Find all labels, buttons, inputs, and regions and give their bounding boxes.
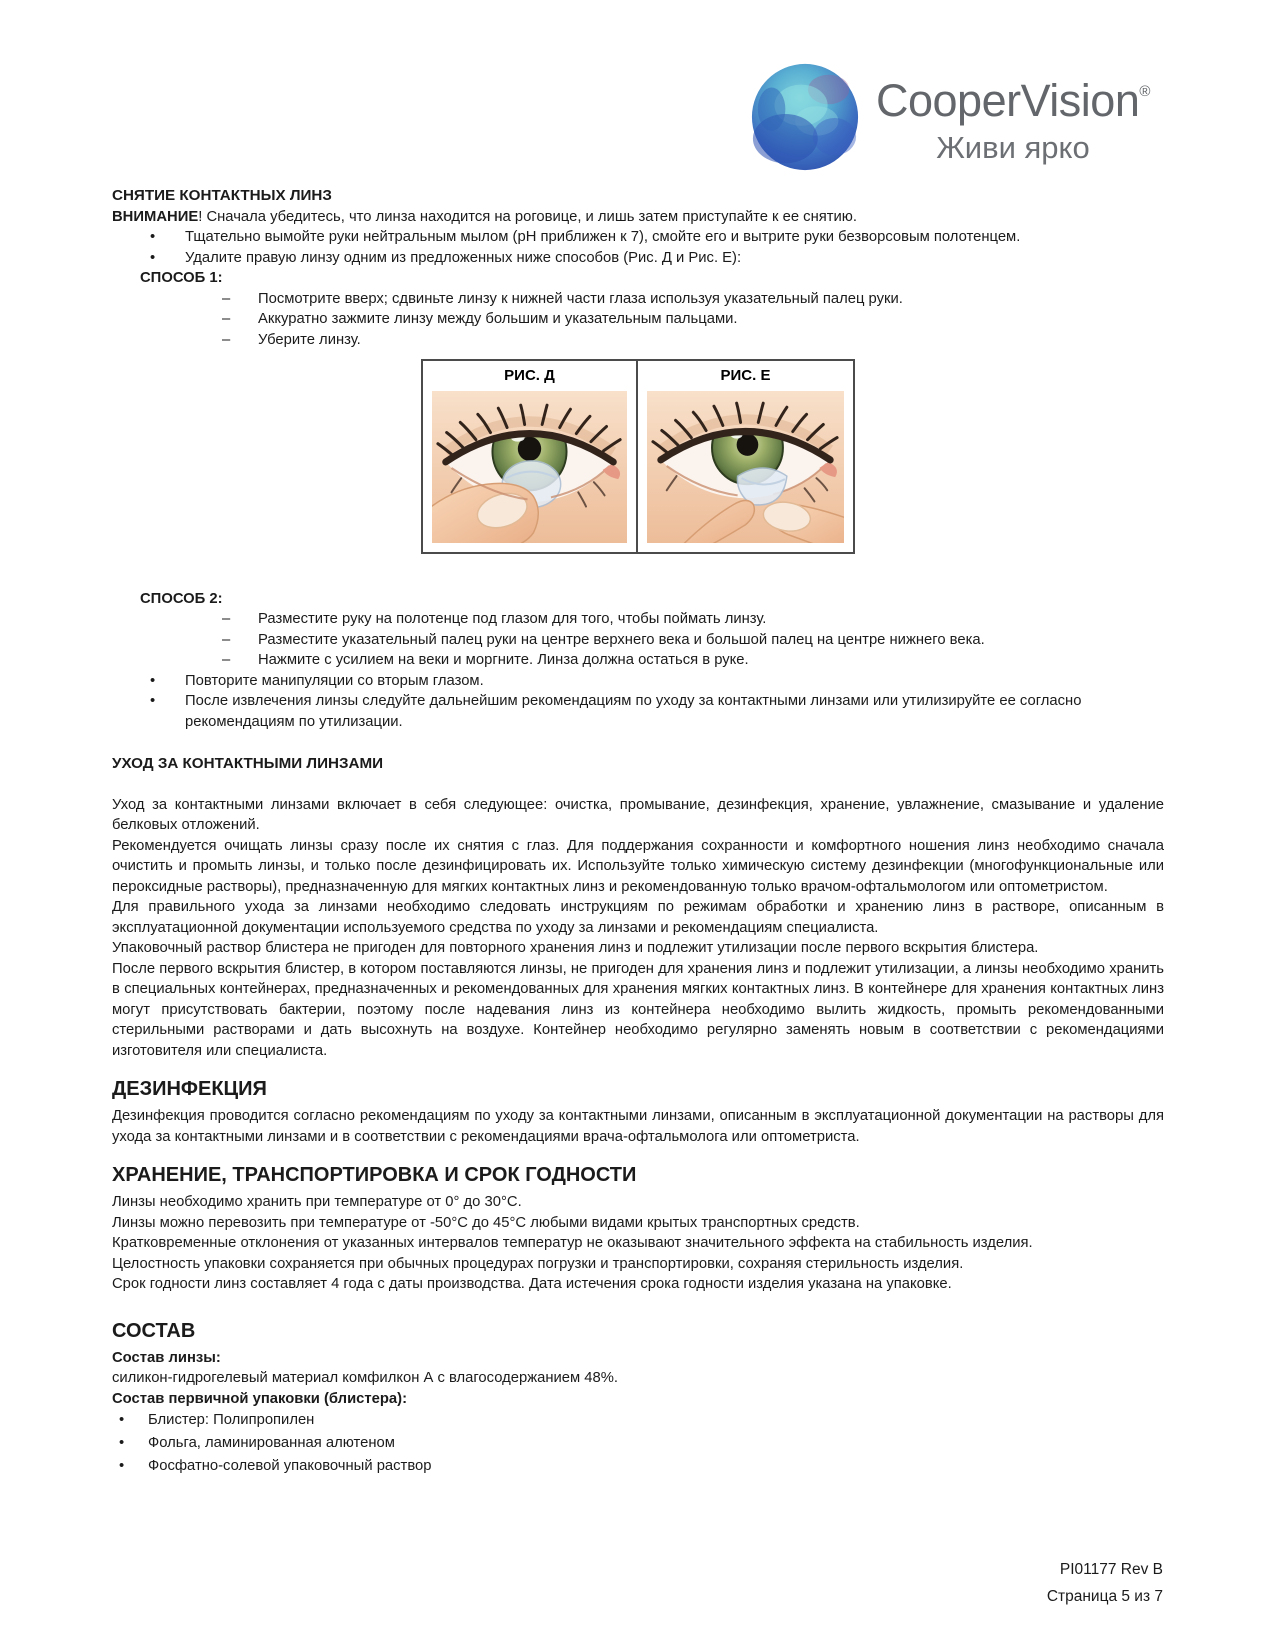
warning-text: ! Сначала убедитесь, что линза находится на роговице, и лишь затем приступайте к ее снятию. — [198, 208, 858, 225]
figure-removal-methods — [421, 359, 855, 554]
figure-panel-e — [638, 361, 853, 552]
list-item — [112, 1455, 1164, 1478]
list-item-text: Разместите указательный палец руки на центре верхнего века и большой палец на центре нижнего века. — [258, 631, 985, 648]
dash-marker — [222, 289, 230, 310]
page-footer — [1047, 1556, 1163, 1610]
storage-line: Линзы необходимо хранить при температуре от 0° до 30°С. — [112, 1194, 522, 1210]
list-item — [112, 289, 1164, 310]
storage-line: Целостность упаковки сохраняется при обычных процедурах погрузки и транспортировки, сохраняя стерильность изделия. — [112, 1255, 964, 1272]
method2-label: СПОСОБ 2: — [140, 590, 223, 607]
bullet-marker — [119, 1409, 124, 1432]
dash-marker — [222, 309, 230, 330]
list-item — [112, 630, 1164, 651]
care-paragraph: Рекомендуется очищать линзы сразу после их снятия с глаз. Для поддержания сохранности и комфортного ношения линз необходимо сначала очистить и промыть линзы, и только после дезинфицировать их. Используйте только химическую систему дезинфекции (многофункциональные или пероксидные растворы), предназначенную для мягких контактных линз и рекомендованную только врачом-офтальмологом или оптометристом. — [112, 837, 1164, 895]
lens-composition-label — [112, 1348, 1164, 1369]
brand-name — [876, 67, 1150, 126]
care-paragraph: Уход за контактными линзами включает в себя следующее: очистка, промывание, дезинфекция, хранение, увлажнение, смазывание и удаление белковых отложений. — [112, 796, 1164, 833]
list-item — [112, 691, 1164, 732]
logo-text — [876, 67, 1150, 168]
warning-paragraph — [112, 207, 1164, 228]
method1-label: СПОСОБ 1: — [140, 270, 223, 286]
package-composition-label — [112, 1389, 1164, 1410]
list-item-text: После извлечения линзы следуйте дальнейшим рекомендациям по уходу за контактными линзами или утилизируйте ее согласно рекомендациям по утилизации. — [185, 693, 1082, 730]
list-item-text: Тщательно вымойте руки нейтральным мылом (pH приближен к 7), смойте его и вытрите руки безворсовым полотенцем. — [185, 229, 1021, 245]
list-item-text: Повторите манипуляции со вторым глазом. — [185, 672, 484, 689]
watercolor-globe-icon — [748, 60, 862, 174]
dash-marker — [222, 330, 230, 351]
list-item-text: Посмотрите вверх; сдвиньте линзу к нижней части глаза используя указательный палец руки. — [258, 290, 903, 307]
list-item-text: Фосфатно-солевой упаковочный раствор — [148, 1458, 432, 1474]
brand-tagline: Живи ярко — [936, 129, 1090, 165]
coopervision-logo — [748, 60, 1150, 174]
storage-line: Линзы можно перевозить при температуре от -50°С до 45°С любыми видами крытых транспортных средств. — [112, 1214, 860, 1231]
figure-panel-d — [423, 361, 638, 552]
list-item — [112, 650, 1164, 671]
list-item — [112, 609, 1164, 630]
registered-mark: ® — [1139, 82, 1150, 100]
dash-marker — [222, 650, 230, 671]
figure-e-illustration — [647, 391, 844, 543]
care-paragraph: Упаковочный раствор блистера не пригоден для повторного хранения линз и подлежит утилизации после первого вскрытия блистера. — [112, 940, 1039, 956]
list-item-text: Аккуратно зажмите линзу между большим и указательным пальцами. — [258, 311, 738, 327]
figure-d-illustration — [432, 391, 627, 543]
list-item — [112, 330, 1164, 351]
care-paragraph: После первого вскрытия блистер, в котором поставляются линзы, не пригоден для хранения линз и подлежит утилизации, а линзы необходимо хранить в специальных контейнерах, предназначенных и рекомендованных для хранения мягких контактных линз. В контейнере для хранения контактных линз могут присутствовать бактерии, поэтому после надевания линз из контейнера необходимо вылить жидкость, промыть рекомендованными стерильными растворами и дать высохнуть на воздухе. Контейнер необходимо регулярно заменять новым в соответствии с рекомендациями изготовителя или специалиста. — [112, 960, 1164, 1059]
package-composition-label-text: Состав первичной упаковки (блистера): — [112, 1390, 407, 1407]
document-body — [112, 186, 1164, 1478]
section-title-composition: СОСТАВ — [112, 1319, 196, 1342]
list-item-text: Фольга, ламинированная алютеном — [148, 1435, 395, 1451]
bullet-marker — [119, 1432, 124, 1455]
list-item-text: Нажмите с усилием на веки и моргните. Линза должна остаться в руке. — [258, 652, 749, 668]
disinfection-paragraph: Дезинфекция проводится согласно рекомендациям по уходу за контактными линзами, описанным в эксплуатационной документации на растворы для ухода за контактными линзами и в соответствии с рекомендациями врача-офтальмолога или оптометриста. — [112, 1108, 1164, 1145]
lens-composition-label-text: Состав линзы: — [112, 1349, 221, 1366]
warning-label: ВНИМАНИЕ — [112, 208, 199, 225]
list-item — [112, 671, 1164, 692]
bullet-marker — [150, 248, 155, 269]
list-item — [112, 1432, 1164, 1455]
page-number: Страница 5 из 7 — [1046, 1588, 1163, 1605]
dash-marker — [222, 609, 230, 630]
list-item — [112, 1409, 1164, 1432]
bullet-marker — [119, 1455, 124, 1478]
document-code: PI01177 Rev B — [1059, 1561, 1163, 1578]
figure-d-caption: РИС. Д — [504, 367, 555, 384]
list-item-text: Блистер: Полипропилен — [148, 1412, 315, 1428]
section-title-care: УХОД ЗА КОНТАКТНЫМИ ЛИНЗАМИ — [112, 755, 384, 772]
list-item — [112, 309, 1164, 330]
bullet-marker — [150, 691, 155, 712]
section-title-removal: СНЯТИЕ КОНТАКТНЫХ ЛИНЗ — [112, 187, 332, 204]
list-item-text: Уберите линзу. — [258, 331, 361, 348]
list-item — [112, 227, 1164, 248]
dash-marker — [222, 630, 230, 651]
list-item-text: Удалите правую линзу одним из предложенных ниже способов (Рис. Д и Рис. Е): — [185, 249, 742, 266]
care-paragraph: Для правильного ухода за линзами необходимо следовать инструкциям по режимам обработки и хранению линз в растворе, описанным в эксплуатационной документации используемого средства по уходу за линзами и рекомендациям специалиста. — [112, 899, 1164, 936]
storage-line: Срок годности линз составляет 4 года с даты производства. Дата истечения срока годности изделия указана на упаковке. — [112, 1276, 952, 1292]
lens-composition-text: силикон-гидрогелевый материал комфилкон А с влагосодержанием 48%. — [112, 1370, 619, 1386]
bullet-marker — [150, 227, 155, 248]
list-item — [112, 248, 1164, 269]
storage-line: Кратковременные отклонения от указанных интервалов температур не оказывают значительного эффекта на стабильность изделия. — [112, 1235, 1033, 1251]
section-title-disinfection: ДЕЗИНФЕКЦИЯ — [112, 1078, 267, 1100]
section-title-storage: ХРАНЕНИЕ, ТРАНСПОРТИРОВКА И СРОК ГОДНОСТИ — [112, 1164, 637, 1186]
brand-wordmark: CooperVision — [876, 74, 1140, 126]
figure-e-caption: РИС. Е — [720, 367, 771, 384]
list-item-text: Разместите руку на полотенце под глазом для того, чтобы поймать линзу. — [258, 611, 767, 627]
bullet-marker — [150, 671, 155, 692]
